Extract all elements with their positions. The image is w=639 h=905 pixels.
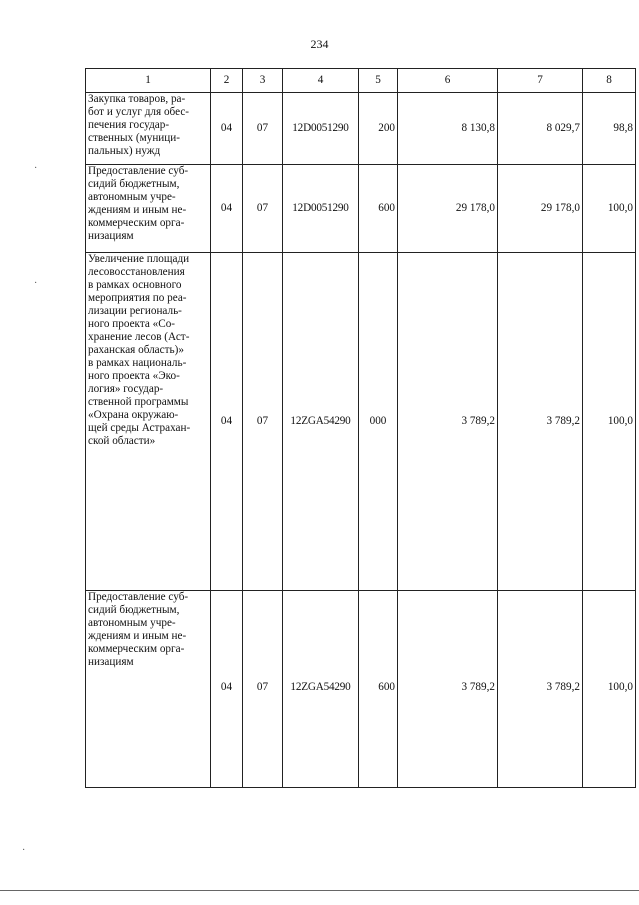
desc-line: ждениям и иным не- (88, 630, 187, 642)
margin-speck: · (22, 845, 26, 856)
desc-line: Увеличение площади (88, 253, 190, 265)
cell-target-article: 12ZGA54290 (283, 253, 359, 591)
cell-target-article: 12D0051290 (283, 165, 359, 253)
header-cell: 4 (283, 69, 359, 93)
table-row (86, 165, 636, 253)
desc-line: автономным учре- (88, 191, 176, 203)
cell-section: 04 (211, 165, 243, 253)
cell-planned: 3 789,2 (398, 591, 498, 788)
cell-section: 04 (211, 93, 243, 165)
desc-line: ждениям и иным не- (88, 204, 187, 216)
desc-line: мероприятия по реа- (88, 292, 187, 304)
desc-line: логия» государ- (88, 383, 164, 395)
cell-subsection: 07 (243, 591, 283, 788)
desc-line: коммерческим орга- (88, 217, 185, 229)
desc-line: автономным учре- (88, 617, 176, 629)
desc-line: печения государ- (88, 119, 170, 131)
cell-subsection: 07 (243, 253, 283, 591)
header-cell: 1 (86, 69, 211, 93)
cell-executed: 3 789,2 (498, 591, 583, 788)
cell-percent: 100,0 (583, 253, 636, 591)
desc-line: лизации региональ- (88, 305, 182, 317)
desc-line: ственной программы (88, 396, 189, 408)
row-description (86, 93, 211, 165)
cell-target-article: 12ZGA54290 (283, 591, 359, 788)
margin-speck: · (34, 278, 38, 289)
header-cell: 5 (359, 69, 398, 93)
desc-line: коммерческим орга- (88, 643, 185, 655)
desc-line: ской области» (88, 435, 156, 447)
cell-percent: 100,0 (583, 165, 636, 253)
page-bottom-rule (0, 890, 639, 891)
cell-percent: 98,8 (583, 93, 636, 165)
desc-line: хранение лесов (Аст- (88, 331, 190, 343)
header-cell: 6 (398, 69, 498, 93)
desc-line: Предоставление суб- (88, 591, 189, 603)
desc-line: сидий бюджетным, (88, 178, 180, 190)
table-header-row (86, 69, 636, 93)
desc-line: в рамках националь- (88, 357, 187, 369)
desc-line: ственных (муници- (88, 132, 180, 144)
header-cell: 3 (243, 69, 283, 93)
cell-planned: 8 130,8 (398, 93, 498, 165)
cell-section: 04 (211, 591, 243, 788)
page-number: 234 (310, 37, 329, 51)
desc-line: бот и услуг для обес- (88, 106, 190, 118)
cell-expense-type: 000 (359, 253, 398, 591)
cell-subsection: 07 (243, 93, 283, 165)
desc-line: сидий бюджетным, (88, 604, 180, 616)
cell-target-article: 12D0051290 (283, 93, 359, 165)
cell-section: 04 (211, 253, 243, 591)
table-row (86, 253, 636, 591)
row-description (86, 165, 211, 253)
header-cell: 2 (211, 69, 243, 93)
header-cell: 8 (583, 69, 636, 93)
cell-expense-type: 600 (359, 591, 398, 788)
cell-expense-type: 600 (359, 165, 398, 253)
desc-line: низациям (88, 230, 134, 242)
desc-line: Закупка товаров, ра- (88, 93, 186, 105)
table-row (86, 93, 636, 165)
cell-percent: 100,0 (583, 591, 636, 788)
desc-line: ного проекта «Эко- (88, 370, 180, 382)
desc-line: щей среды Астрахан- (88, 422, 191, 434)
cell-planned: 29 178,0 (398, 165, 498, 253)
cell-executed: 29 178,0 (498, 165, 583, 253)
table-row (86, 591, 636, 788)
desc-line: в рамках основного (88, 279, 182, 291)
cell-planned: 3 789,2 (398, 253, 498, 591)
cell-executed: 8 029,7 (498, 93, 583, 165)
header-cell: 7 (498, 69, 583, 93)
desc-line: лесовосстановления (88, 266, 185, 278)
row-description (86, 253, 211, 591)
cell-subsection: 07 (243, 165, 283, 253)
cell-expense-type: 200 (359, 93, 398, 165)
cell-executed: 3 789,2 (498, 253, 583, 591)
budget-table (85, 68, 636, 788)
margin-speck: · (34, 163, 38, 174)
desc-line: Предоставление суб- (88, 165, 189, 177)
desc-line: ного проекта «Со- (88, 318, 176, 330)
desc-line: раханская область)» (88, 344, 184, 356)
row-description (86, 591, 211, 788)
desc-line: низациям (88, 656, 134, 668)
desc-line: «Охрана окружаю- (88, 409, 179, 421)
desc-line: пальных) нужд (88, 145, 161, 157)
